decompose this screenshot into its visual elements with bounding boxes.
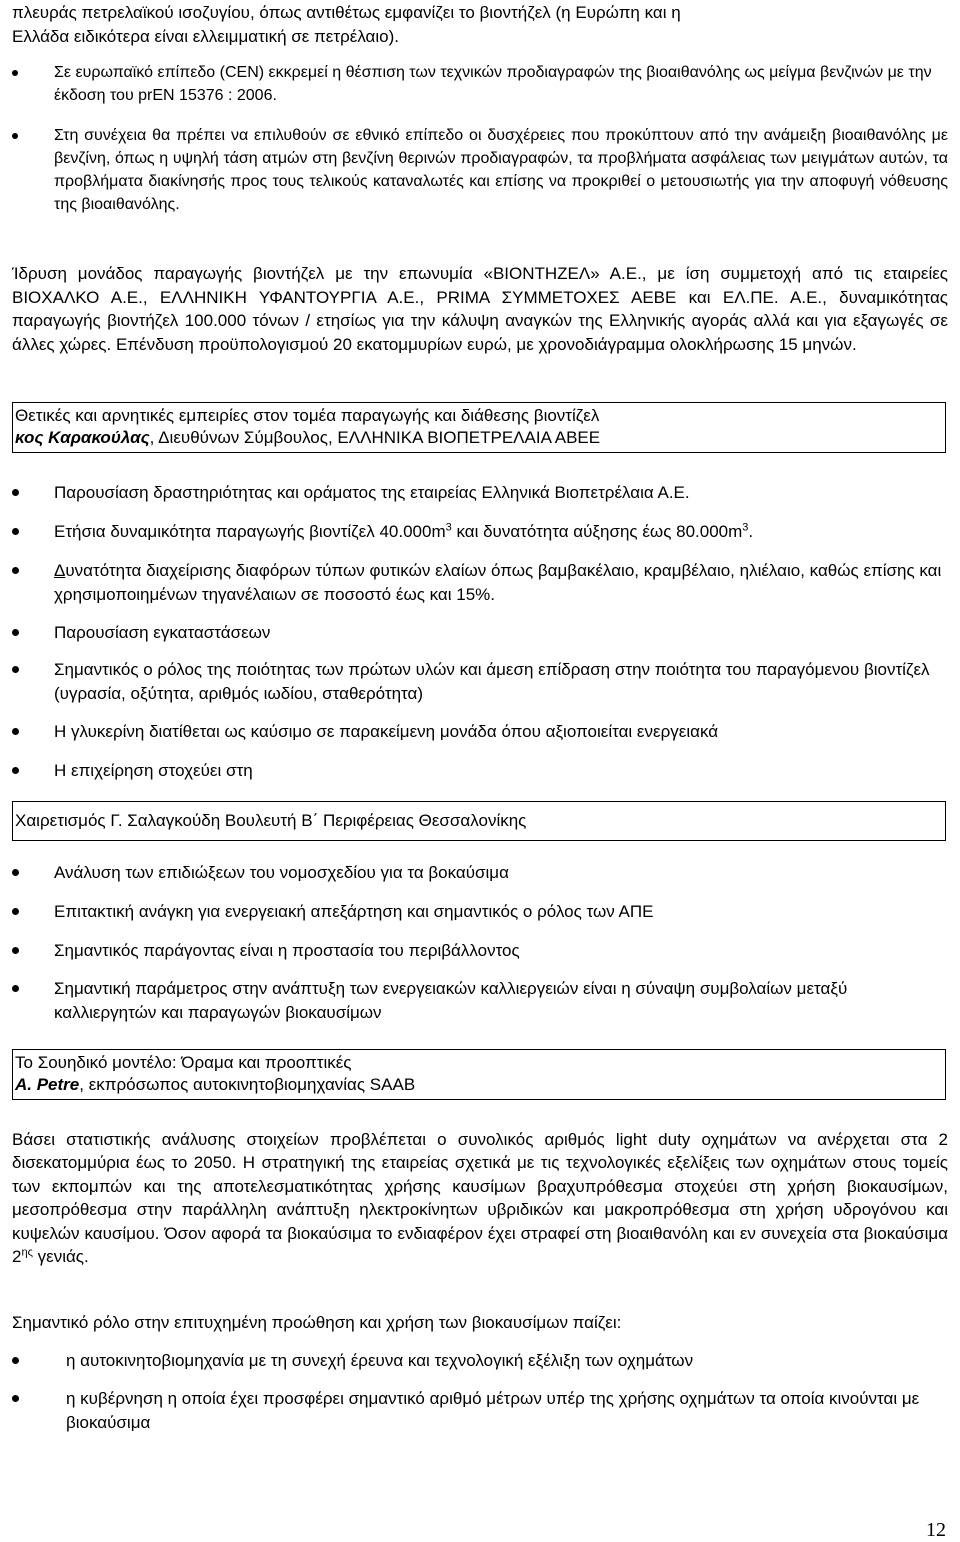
greeting-box bbox=[12, 801, 946, 841]
bullet-icon bbox=[12, 1395, 19, 1402]
list-item bbox=[12, 1387, 948, 1434]
list-item-text: Σημαντικός ο ρόλος της ποιότητας των πρώτων υλών και άμεση επίδραση στην ποιότητα του παραγόμενου βιοντίζελ (υγρασία, οξύτητα, αριθμός ιωδίου, σταθερότητα) bbox=[54, 660, 930, 703]
list-item-text bbox=[54, 520, 948, 544]
list-item-text: Σε ευρωπαϊκό επίπεδο (CEN) εκκρεμεί η θέσπιση των τεχνικών προδιαγραφών της βιοαιθανόλης ως μείγμα βενζινών με την έκδοση του prEN 15376 : 2006. bbox=[54, 64, 932, 104]
session-title: Το Σουηδικό μοντέλο: Όραμα και προοπτικές bbox=[15, 1053, 352, 1072]
session-title: Θετικές και αρνητικές εμπειρίες στον τομέα παραγωγής και διάθεσης βιοντίζελ bbox=[15, 406, 600, 425]
list-item bbox=[12, 977, 948, 1024]
bullet-icon bbox=[12, 70, 18, 76]
list-item-text: Παρουσίαση δραστηριότητας και οράματος της εταιρείας Ελληνικά Βιοπετρέλαια Α.Ε. bbox=[54, 483, 690, 502]
bullet-icon bbox=[12, 1357, 19, 1364]
list-item-text: η αυτοκινητοβιομηχανία με τη συνεχή έρευνα και τεχνολογική εξέλιξη των οχημάτων bbox=[66, 1351, 694, 1370]
bullet-icon bbox=[12, 869, 19, 876]
list-item-text: Σημαντικός παράγοντας είναι η προστασία του περιβάλλοντος bbox=[54, 941, 520, 960]
greeting-title: Χαιρετισμός Γ. Σαλαγκούδη Βουλευτή Β΄ Περιφέρειας Θεσσαλονίκης bbox=[15, 811, 527, 830]
list-item-text: Σημαντική παράμετρος στην ανάπτυξη των ενεργειακών καλλιεργειών είναι η σύναψη συμβολαίων μεταξύ καλλιεργητών και παραγωγών βιοκαυσίμων bbox=[54, 979, 848, 1022]
session-header-box bbox=[12, 1049, 946, 1100]
list-item bbox=[12, 124, 948, 216]
list-item bbox=[12, 861, 948, 885]
speaker-name: A. Petre bbox=[15, 1075, 80, 1094]
speaker-role: , Διευθύνων Σύμβουλος, ΕΛΛΗΝΙΚΑ ΒΙΟΠΕΤΡΕΛΑΙΑ ΑΒΕΕ bbox=[149, 428, 601, 447]
oil-types-text: υνατότητα διαχείρισης διαφόρων τύπων φυτικών ελαίων όπως βαμβακέλαιο, κραμβέλαιο, ηλιέλαιο, καθώς επίσης και χρησιμοποιημένων τηγανέλαιων σε ποσοστό έως και 15%. bbox=[54, 561, 942, 604]
list-item-text: Παρουσίαση εγκαταστάσεων bbox=[54, 623, 271, 642]
list-item-text: Στη συνέχεια θα πρέπει να επιλυθούν σε εθνικό επίπεδο οι δυσχέρειες που προκύπτουν από την ανάμειξη βιοαιθανόλης με βενζίνη, όπως η υψηλή τάση ατμών στη βενζίνη θερινών προδιαγραφών, τα προβλήματα ασφάλειας των μειγμάτων αυτών, τα προβλήματα διακίνησής προς τους τελικούς καταναλωτές και επίσης να προκριθεί ο μετουσιωτής για την αποφυγή νόθευσης της βιοαιθανόλης. bbox=[54, 127, 948, 213]
founding-paragraph bbox=[12, 262, 948, 356]
list-item-text bbox=[54, 559, 948, 606]
list-item bbox=[12, 759, 948, 783]
bullet-icon bbox=[12, 947, 19, 954]
bullet-icon bbox=[12, 728, 19, 735]
founding-paragraph-text: Ίδρυση μονάδος παραγωγής βιοντήζελ με την επωνυμία «ΒΙΟΝΤΗΖΕΛ» Α.Ε., με ίση συμμετοχή από τις εταιρείες ΒΙΟΧΑΛΚΟ Α.Ε., ΕΛΛΗΝΙΚΗ ΥΦΑΝΤΟΥΡΓΙΑ Α.Ε., PRIMA ΣΥΜΜΕΤΟΧΕΣ ΑΕΒΕ και ΕΛ.ΠΕ. Α.Ε., δυναμικότητας παραγωγής βιοντήζελ 100.000 τόνων / ετησίως για την κάλυψη αναγκών της Ελληνικής αγοράς αλλά και για εξαγωγές σε άλλες χώρες. bbox=[12, 264, 948, 354]
session-speaker-line bbox=[15, 427, 939, 449]
superscript: 3 bbox=[742, 521, 749, 534]
saab-paragraph bbox=[12, 1128, 948, 1268]
intro-paragraph bbox=[12, 1, 948, 48]
list-item bbox=[12, 559, 948, 606]
list-item bbox=[12, 658, 948, 705]
superscript: ης bbox=[21, 1246, 33, 1259]
list-item-text: Η γλυκερίνη διατίθεται ως καύσιμο σε παρακείμενη μονάδα όπου αξιοποιείται ενεργειακά bbox=[54, 722, 719, 741]
page-number: 12 bbox=[926, 1519, 946, 1541]
speaker-role: , εκπρόσωπος αυτοκινητοβιομηχανίας SAAB bbox=[79, 1075, 416, 1094]
list-item-text: Επιτακτική ανάγκη για ενεργειακή απεξάρτηση και σημαντικός ο ρόλος των ΑΠΕ bbox=[54, 902, 654, 921]
capacity-text-2: και δυνατότητα αύξησης έως 80.000m bbox=[451, 522, 743, 541]
bullet-icon bbox=[12, 528, 19, 535]
list-item-text: Ανάλυση των επιδιώξεων του νομοσχεδίου για τα βοκαύσιμα bbox=[54, 863, 509, 882]
list-item-text: η κυβέρνηση η οποία έχει προσφέρει σημαντικό αριθμό μέτρων υπέρ της χρήσης οχημάτων τα οποία κινούνται με βιοκαύσιμα bbox=[66, 1389, 920, 1432]
list-item bbox=[12, 900, 948, 924]
speaker-name: κος Καρακούλας bbox=[15, 428, 150, 447]
list-item bbox=[12, 621, 948, 645]
bullet-icon bbox=[12, 767, 19, 774]
bullet-icon bbox=[12, 133, 18, 139]
investment-text: Επένδυση προϋπολογισμού 20 εκατομμυρίων ευρώ, με χρονοδιάγραμμα ολοκλήρωσης 15 μηνών. bbox=[115, 334, 857, 354]
period: . bbox=[748, 522, 754, 541]
saab-paragraph-end: γενιάς. bbox=[32, 1247, 89, 1267]
list-item bbox=[12, 720, 948, 744]
bullet-icon bbox=[12, 567, 19, 574]
bullet-icon bbox=[12, 908, 19, 915]
bullet-icon bbox=[12, 489, 19, 496]
saab-paragraph-text: Βάσει στατιστικής ανάλυσης στοιχείων προβλέπεται ο συνολικός αριθμός light duty οχημάτων να ανέρχεται στα 2 δισεκατομμύρια έως το 2050. Η στρατηγική της εταιρείας σχετικά με τις τεχνολογικές εξελίξεις των οχημάτων στους τομείς των εκπομπών και της αποτελεσματικότητας χρήσης καυσίμων βραχυπρόθεσμα στοχεύει στη χρήση βιοκαυσίμων, μεσοπρόθεσμα στην παράλληλη ανάπτυξη ηλεκτροκίνητων υβριδικών και μακροπρόθεσμα στη χρήση υδρογόνου και κυψελών καυσίμου. Όσον αφορά τα βιοκαύσιμα το ενδιαφέρον έχει στραφεί στη βιοαιθανόλη και εν συνεχεία στα βιοκαύσιμα 2 bbox=[12, 1130, 948, 1267]
underlined-letter: Δ bbox=[54, 561, 66, 580]
intro-line-1: πλευράς πετρελαϊκού ισοζυγίου, όπως αντιθέτως εμφανίζει το βιοντήζελ (η Ευρώπη και η bbox=[12, 3, 681, 22]
capacity-text: Ετήσια δυναμικότητα παραγωγής βιοντίζελ 40.000m bbox=[54, 522, 446, 541]
list-item bbox=[12, 481, 948, 505]
bullet-icon bbox=[12, 985, 19, 992]
bullet-icon bbox=[12, 629, 19, 636]
list-item-text: Η επιχείρηση στοχεύει στη bbox=[54, 761, 253, 780]
list-item bbox=[12, 61, 948, 107]
list-item bbox=[12, 1349, 948, 1373]
superscript: 3 bbox=[445, 521, 452, 534]
list-item bbox=[12, 939, 948, 963]
list-item bbox=[12, 520, 948, 544]
session-speaker-line bbox=[15, 1074, 939, 1096]
role-paragraph: Σημαντικό ρόλο στην επιτυχημένη προώθηση και χρήση των βιοκαυσίμων παίζει: bbox=[12, 1313, 622, 1332]
session-header-box bbox=[12, 402, 946, 453]
intro-line-2: Ελλάδα ειδικότερα είναι ελλειμματική σε πετρέλαιο). bbox=[12, 26, 399, 46]
bullet-icon bbox=[12, 666, 19, 673]
